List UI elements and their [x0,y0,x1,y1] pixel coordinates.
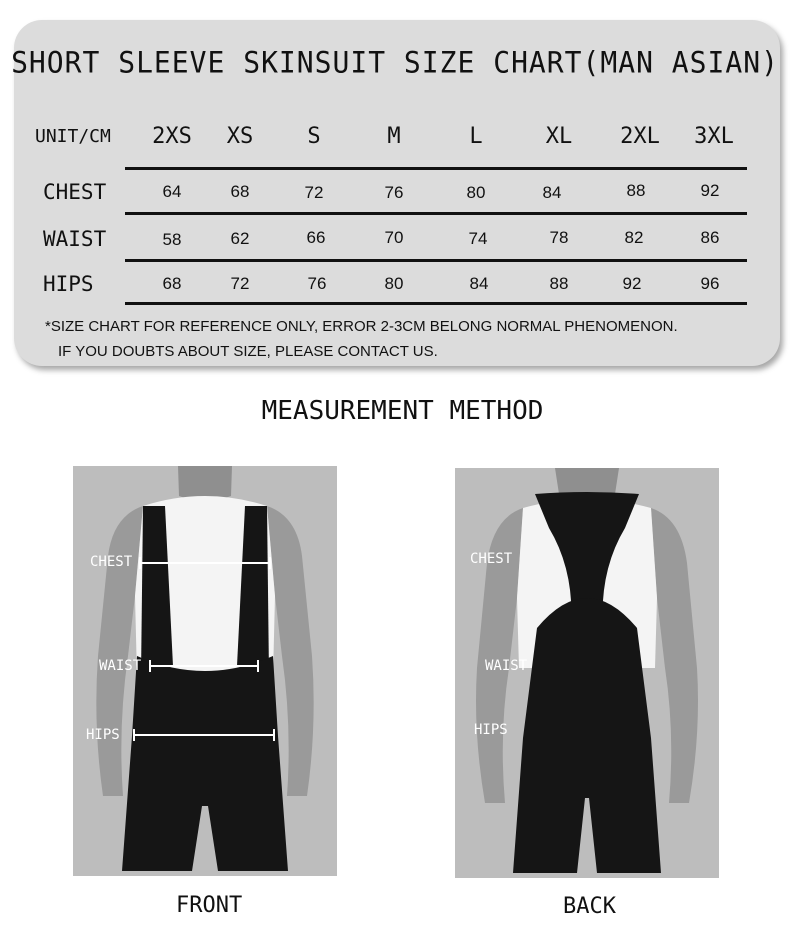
size-header-2xs: 2XS [152,124,192,149]
table-cell: 92 [700,181,720,200]
front-waist-label: WAIST [99,658,142,674]
table-cell: 62 [230,229,250,248]
table-cell: 74 [468,229,488,248]
table-cell: 76 [384,183,404,202]
row-label-chest: CHEST [43,180,107,204]
table-cell: 84 [542,183,562,202]
table-cell: 80 [384,274,404,293]
table-cell: 68 [162,274,182,293]
table-cell: 82 [624,228,644,247]
back-hips-label: HIPS [474,722,508,738]
measurement-method-title: MEASUREMENT METHOD [261,396,544,426]
size-chart-title: SHORT SLEEVE SKINSUIT SIZE CHART(MAN ASIAN) [11,45,779,80]
front-caption: FRONT [176,893,243,918]
back-chest-label: CHEST [470,551,513,567]
size-header-m: M [387,124,401,149]
row-label-hips: HIPS [43,272,94,296]
table-cell: 80 [466,183,486,202]
size-note: *SIZE CHART FOR REFERENCE ONLY, ERROR 2-3CM BELONG NORMAL PHENOMENON. [45,318,678,335]
size-header-3xl: 3XL [694,124,734,149]
table-cell: 66 [306,228,326,247]
table-cell: 88 [549,274,569,293]
table-cell: 76 [307,274,327,293]
table-cell: 86 [700,228,720,247]
table-cell: 96 [700,274,720,293]
row-label-waist: WAIST [43,227,107,251]
front-hips-label: HIPS [86,727,120,743]
back-caption: BACK [563,894,616,919]
front-chest-label: CHEST [90,554,133,570]
table-cell: 58 [162,230,182,249]
size-header-xs: XS [226,124,254,149]
table-cell: 88 [626,181,646,200]
unit-label: UNIT/CM [35,126,111,147]
table-cell: 72 [304,183,324,202]
table-cell: 64 [162,182,182,201]
size-header-s: S [307,124,321,149]
table-cell: 84 [469,274,489,293]
table-cell: 78 [549,228,569,247]
size-header-2xl: 2XL [620,124,660,149]
size-header-xl: XL [545,124,573,149]
table-cell: 70 [384,228,404,247]
size-header-l: L [469,124,483,149]
contact-note: IF YOU DOUBTS ABOUT SIZE, PLEASE CONTACT US. [58,343,438,360]
table-cell: 68 [230,182,250,201]
back-waist-label: WAIST [485,658,528,674]
table-cell: 72 [230,274,250,293]
table-cell: 92 [622,274,642,293]
